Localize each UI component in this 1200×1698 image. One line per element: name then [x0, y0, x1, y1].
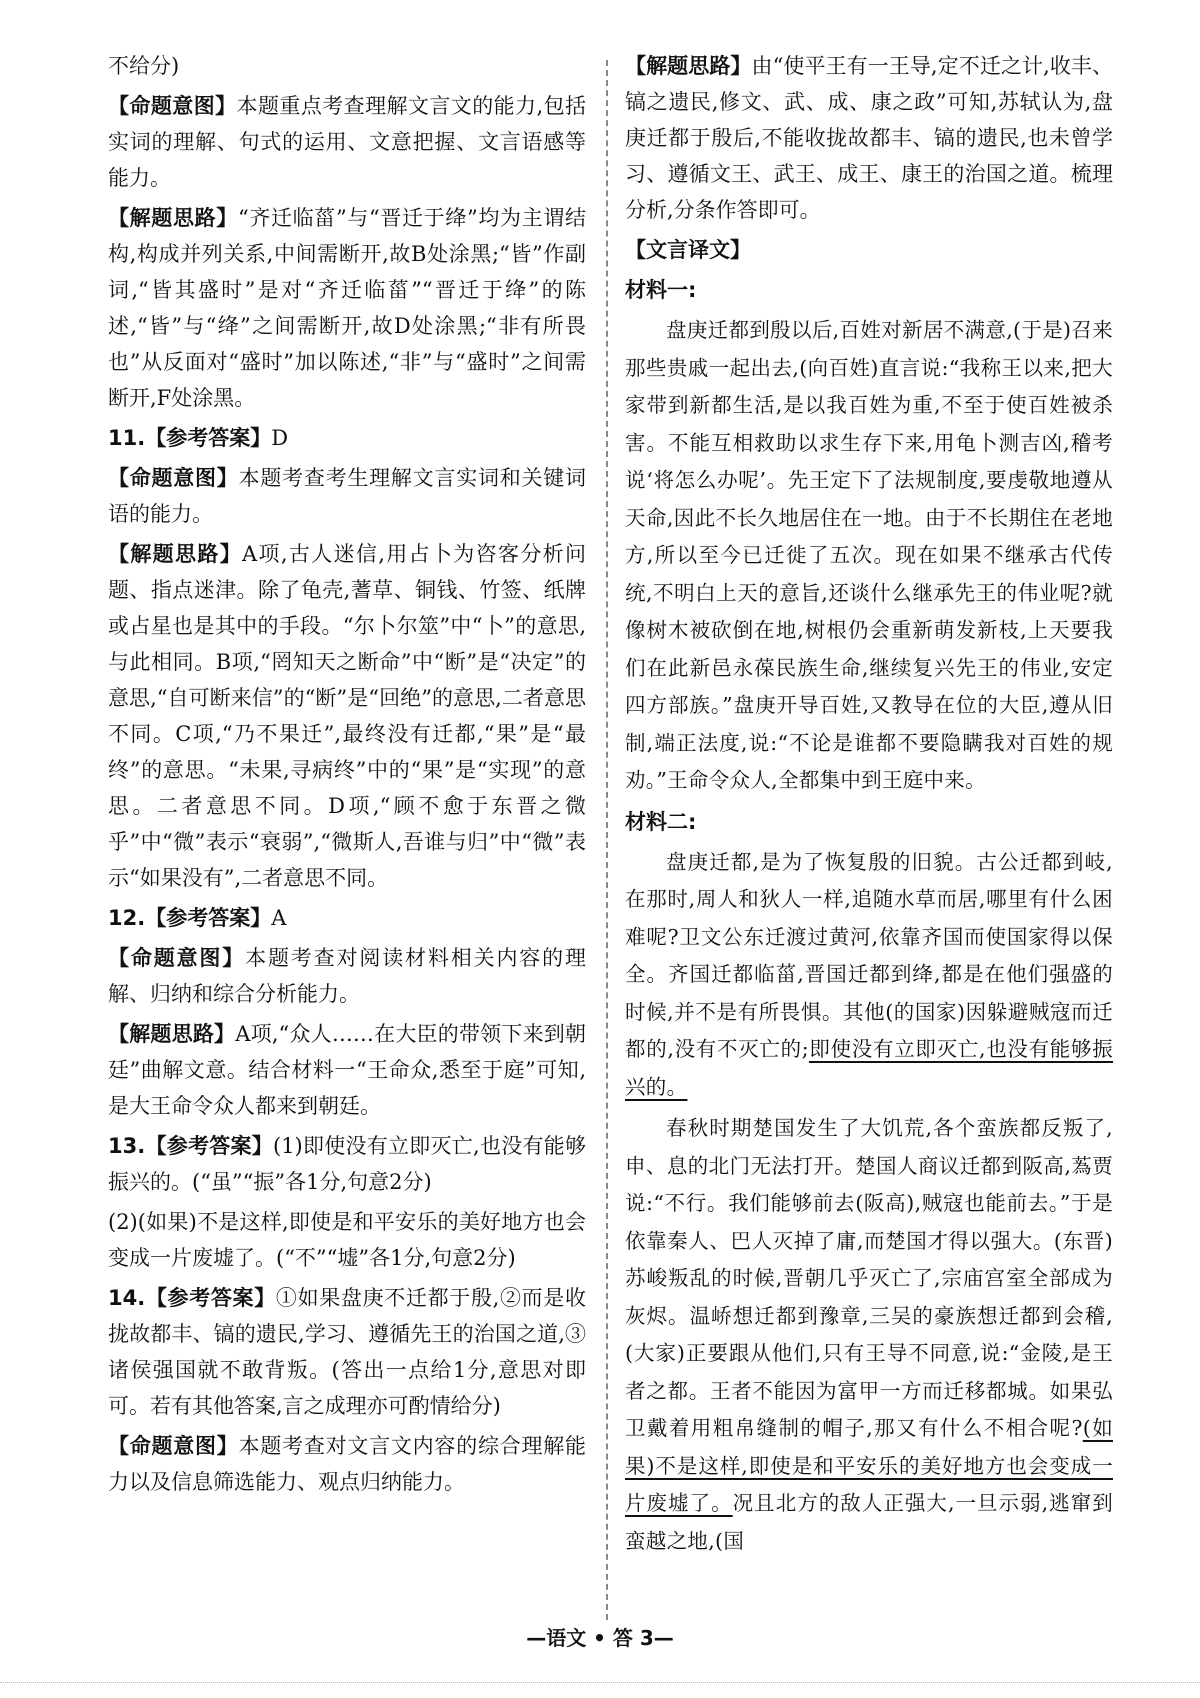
q13-answer-2: (2)(如果)不是这样,即使是和平安乐的美好地方也会变成一片废墟了。(“不”“墟”各1分,句意2分) [108, 1210, 586, 1270]
intent-tag: 【命题意图】 [108, 1434, 239, 1458]
q14-answer [108, 1280, 586, 1424]
answer-tag: 【参考答案】 [145, 426, 272, 450]
intent-text: 本题考查考生理解文言实词和关键词语的能力。 [108, 466, 587, 526]
column-divider [606, 60, 608, 1620]
q11-answer [108, 420, 586, 456]
question-number: 11. [108, 426, 146, 450]
intent-tag: 【命题意图】 [108, 94, 237, 118]
idea-text: 由“使平王有一王导,定不迁之计,收丰、镐之遗民,修文、武、成、康之政”可知,苏轼认为,盘庚迁都于殷后,不能收拢故都丰、镐的遗民,也未曾学习、遵循文王、武王、成王、康王的治国之道。梳理分析,分条作答即可。 [625, 54, 1113, 222]
material-1-text: 盘庚迁都到殷以后,百姓对新居不满意,(于是)召来那些贵戚一起出去,(向百姓)直言说:“我称王以来,把大家带到新都生活,是以我百姓为重,不至于使百姓被杀害。不能互相救助以求生存下来,用龟卜测吉凶,稽考说‘将怎么办呢’。先王定下了法规制度,要虔敬地遵从天命,因此不长久地居住在一地。由于不长期住在老地方,所以至今已迁徙了五次。现在如果不继承古代传统,不明白上天的意旨,还谈什么继承先王的伟业呢?就像树木被砍倒在地,树根仍会重新萌发新枝,上天要我们在此新邑永葆民族生命,继续复兴先王的伟业,安定四方部族。”盘庚开导百姓,又教导在位的大臣,遵从旧制,端正法度,说:“不论是谁都不要隐瞒我对百姓的规劝。”王命令众人,全都集中到王庭中来。 [625, 318, 1113, 792]
intent-text: 本题考查对阅读材料相关内容的理解、归纳和综合分析能力。 [108, 946, 587, 1006]
idea-text: “齐迁临菑”与“晋迁于绛”均为主谓结构,构成并列关系,中间需断开,故B处涂黑;“皆”作副词,“皆其盛时”是对“齐迁临菑”“晋迁于绛”的陈述,“皆”与“绛”之间需断开,故D处涂黑;“非有所畏也”从反面对“盛时”加以陈述,“非”与“盛时”之间需断开,F处涂黑。 [108, 206, 587, 410]
page-footer: —语文 • 答 3— [526, 1626, 674, 1650]
idea-text: A项,“众人……在大臣的带领下来到朝廷”曲解文意。结合材料一“王命众,悉至于庭”可知,是大王命令众人都来到朝廷。 [108, 1022, 586, 1118]
q12-intent [108, 940, 586, 1012]
text: 春秋时期楚国发生了大饥荒,各个蛮族都反叛了,申、息的北门无法打开。楚国人商议迁都到阪高,蒍贾说:“不行。我们能够前去(阪高),贼寇也能前去。”于是依靠秦人、巴人灭掉了庸,而楚国才得以强大。(东晋)苏峻叛乱的时候,晋朝几乎灭亡了,宗庙宫室全部成为灰烬。温峤想迁都到豫章,三吴的豪族想迁都到会稽,(大家)正要跟从他们,只有王导不同意,说:“金陵,是王者之都。王者不能因为富甲一方而迁移都城。如果弘卫戴着用粗帛缝制的帽子,那又有什么不相合呢? [625, 1116, 1113, 1440]
material-2-heading: 材料二: [625, 809, 697, 834]
underlined-sentence: 即使没有立即灭亡,也没有能够振兴的。 [625, 1037, 1113, 1099]
intent-tag: 【命题意图】 [108, 946, 246, 970]
question-number: 12. [108, 906, 146, 930]
intent-tag: 【命题意图】 [108, 466, 239, 490]
bottom-border [0, 1682, 1200, 1685]
answer-text: ①如果盘庚不迁都于殷,②而是收拢故都丰、镐的遗民,学习、遵循先王的治国之道,③诸侯强国就不敢背叛。(答出一点给1分,意思对即可。若有其他答案,言之成理亦可酌情给分) [108, 1286, 586, 1418]
paragraph: 不给分) [108, 54, 180, 78]
idea-tag: 【解题思路】 [108, 1022, 236, 1046]
answer-text: D [271, 426, 289, 450]
right-column [625, 48, 1113, 1564]
left-column [108, 48, 586, 1504]
q12-idea [108, 1016, 586, 1124]
q12-answer [108, 900, 586, 936]
translation-heading: 【文言译文】 [625, 238, 751, 262]
idea-tag: 【解题思路】 [108, 206, 238, 230]
text: 盘庚迁都,是为了恢复殷的旧貌。古公迁都到岐,在那时,周人和狄人一样,追随水草而居,哪里有什么困难呢?卫文公东迁渡过黄河,依靠齐国而使国家得以保全。齐国迁都临菑,晋国迁都到绛,都是在他们强盛的时候,并不是有所畏惧。其他(的国家)因躲避贼寇而迁都的,没有不灭亡的; [625, 849, 1113, 1061]
underlined-sentence: (如果)不是这样,即使是和平安乐的美好地方也会变成一片废墟了。 [625, 1416, 1113, 1515]
idea-tag: 【解题思路】 [625, 54, 752, 78]
q14-intent [108, 1428, 586, 1500]
material-2-paragraph-2 [625, 1110, 1113, 1560]
question-number: 14. [108, 1286, 146, 1310]
q11-intent [108, 460, 586, 532]
q10-intent [108, 88, 586, 196]
answer-text: A [271, 906, 287, 930]
answer-tag: 【参考答案】 [145, 1134, 273, 1158]
q13-answer [108, 1128, 586, 1200]
q10-idea [108, 200, 586, 416]
idea-text: A项,古人迷信,用占卜为咨客分析问题、指点迷津。除了龟壳,蓍草、铜钱、竹签、纸牌或占星也是其中的手段。“尔卜尔筮”中“卜”的意思,与此相同。B项,“罔知天之断命”中“断”是“决定”的意思,“自可断来信”的“断”是“回绝”的意思,二者意思不同。C项,“乃不果迁”,最终没有迁都,“果”是“最终”的意思。“未果,寻病终”中的“果”是“实现”的意思。二者意思不同。D项,“顾不愈于东晋之微乎”中“微”表示“衰弱”,“微斯人,吾谁与归”中“微”表示“如果没有”,二者意思不同。 [108, 542, 587, 890]
answer-text: (1)即使没有立即灭亡,也没有能够振兴的。(“虽”“振”各1分,句意2分) [108, 1134, 587, 1194]
q11-idea [108, 536, 586, 896]
material-2-paragraph-1 [625, 844, 1113, 1107]
material-1-heading: 材料一: [625, 278, 697, 302]
intent-text: 本题重点考查理解文言文的能力,包括实词的理解、句式的运用、文意把握、文言语感等能力。 [108, 94, 586, 190]
intent-text: 本题考查对文言文内容的综合理解能力以及信息筛选能力、观点归纳能力。 [108, 1434, 587, 1494]
answer-tag: 【参考答案】 [145, 1286, 276, 1310]
text: 况且北方的敌人正强大,一旦示弱,逃窜到蛮越之地,(国 [625, 1491, 1114, 1553]
answer-tag: 【参考答案】 [145, 906, 272, 930]
idea-tag: 【解题思路】 [108, 542, 243, 566]
q14-idea [625, 48, 1113, 228]
question-number: 13. [108, 1134, 146, 1158]
